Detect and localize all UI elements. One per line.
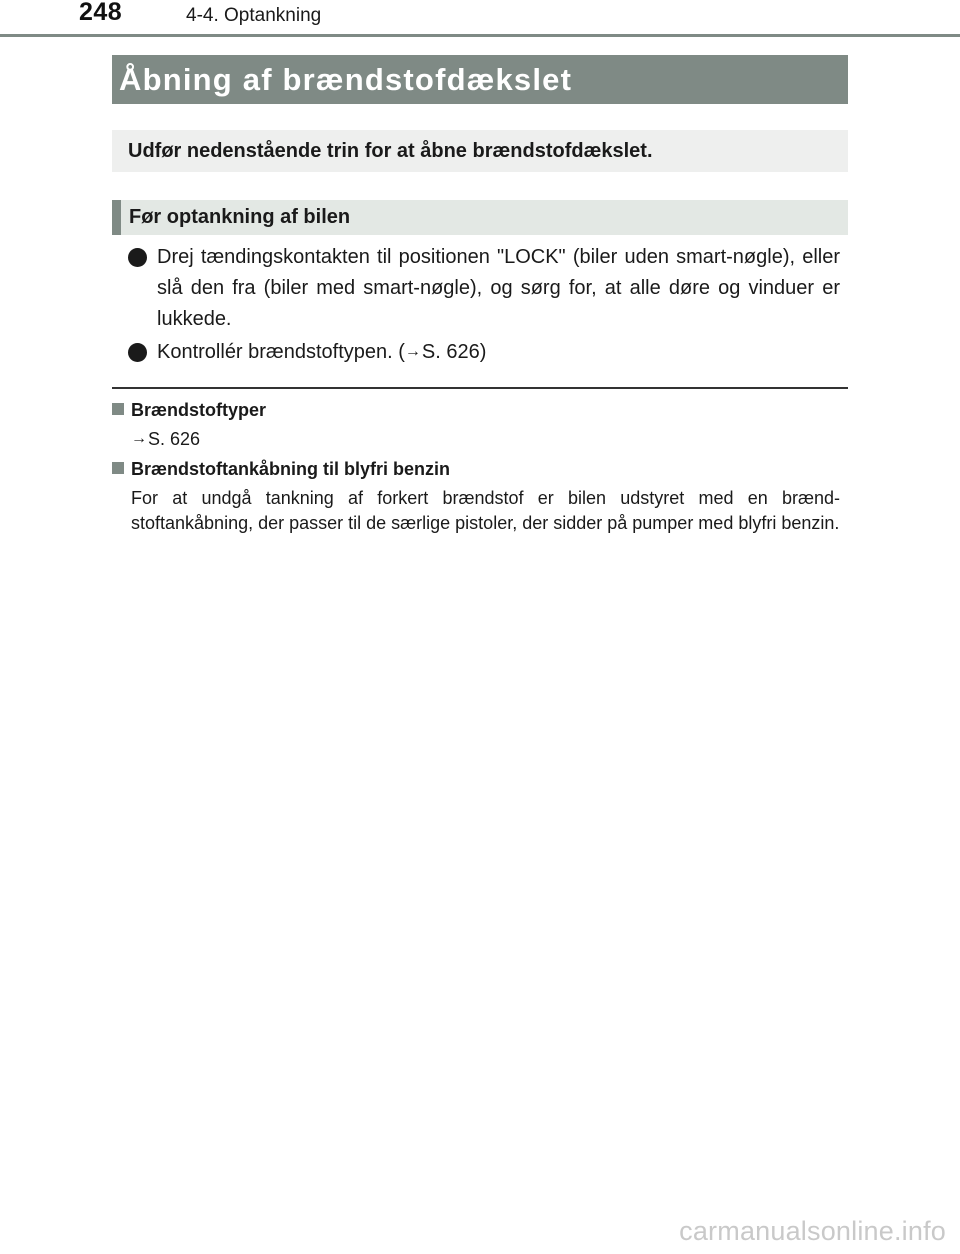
- subheading-bar: [112, 200, 848, 235]
- header-rule: [0, 34, 960, 37]
- note-heading-text: Brændstoftankåbning til blyfri benzin: [131, 459, 450, 479]
- subheading-text: Før optankning af bilen: [129, 206, 351, 228]
- watermark: carmanualsonline.info: [679, 1216, 946, 1246]
- section-divider: [112, 387, 848, 389]
- note-heading: [112, 400, 266, 421]
- square-bullet-icon: [112, 403, 124, 415]
- bullet-text: [157, 337, 840, 369]
- bullet-text: Drej tændingskontakten til positionen "LOCK" (biler uden smart-nøgle), eller slå den fra (biler med smart-nøgle), og sørg for, at alle døre og vinduer er lukkede.: [157, 246, 840, 330]
- page-reference-link[interactable]: S. 626): [421, 341, 487, 363]
- arrow-right-icon: →: [131, 430, 147, 447]
- note-reference-text: S. 626: [148, 429, 201, 449]
- bullet-dot-icon: [128, 343, 147, 362]
- page-title: Åbning af brændstofdækslet: [119, 61, 573, 97]
- note-heading: [112, 459, 450, 480]
- note-heading-text: Brændstoftyper: [131, 400, 267, 420]
- page-number: 248: [79, 0, 123, 26]
- bullet-item: [128, 242, 840, 335]
- intro-text: Udfør nedenstående trin for at åbne brændstofdækslet.: [128, 139, 653, 162]
- bullet-dot-icon: [128, 248, 147, 267]
- bullet-text-before: Kontrollér brændstoftypen. (: [157, 341, 405, 363]
- arrow-right-icon: →: [404, 343, 421, 360]
- title-bar: [112, 55, 848, 104]
- intro-box: [112, 130, 848, 172]
- note-body: For at undgå tankning af forkert brændstof er bilen udstyret med en brænd-stoftankåbning, der passer til de særlige pistoler, der sidder på pumper med blyfri benzin.: [131, 488, 840, 533]
- note-reference[interactable]: [131, 429, 200, 450]
- bullet-item: [128, 337, 840, 369]
- section-label: 4-4. Optankning: [186, 5, 322, 26]
- square-bullet-icon: [112, 462, 124, 474]
